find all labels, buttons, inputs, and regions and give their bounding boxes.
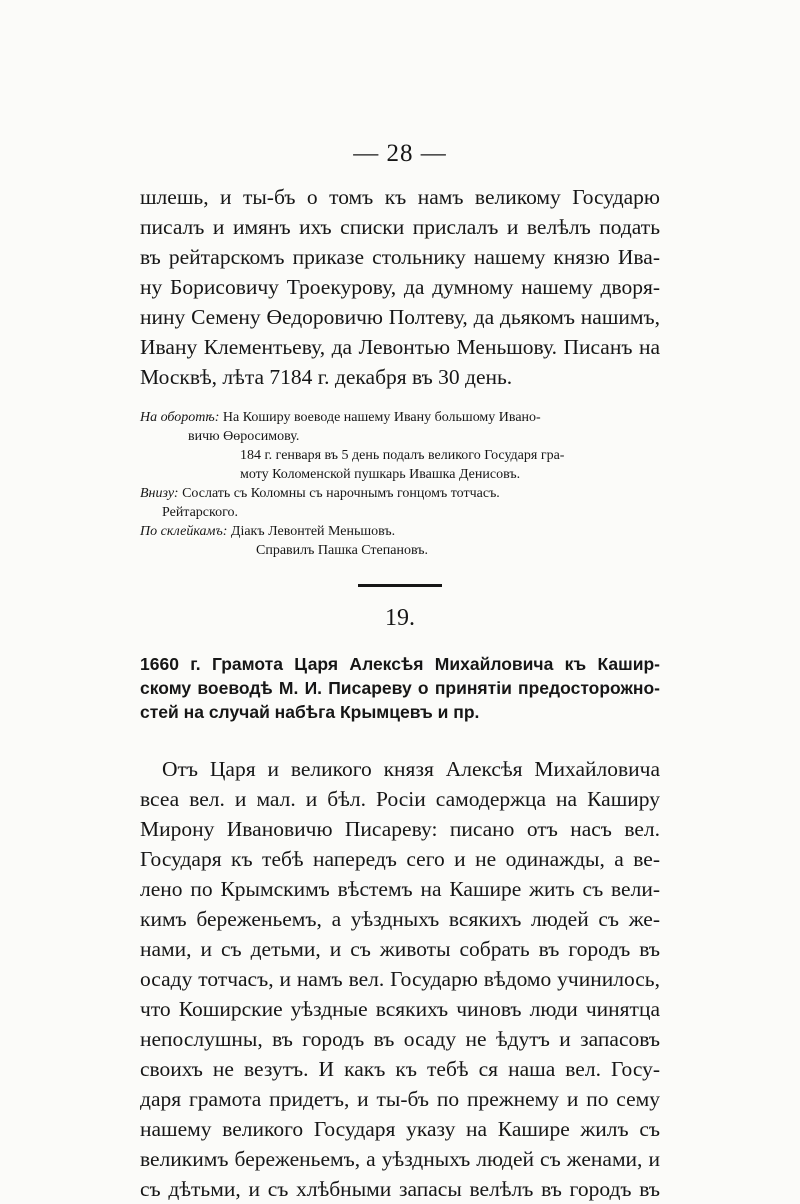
text-line: Государя къ тебѣ напередъ сего и не одинажды, а ве- xyxy=(140,847,660,871)
note-text: На Коширу воеводе нашему Ивану большому Ивано- xyxy=(219,410,541,425)
note-reverse xyxy=(140,408,660,427)
text-line: писалъ и имянъ ихъ списки прислалъ и велѣлъ подать xyxy=(140,215,660,239)
archival-notes xyxy=(140,408,660,560)
text-line: Мирону Ивановичю Писареву: писано отъ насъ вел. xyxy=(140,817,660,841)
note-text: Сослать съ Коломны съ нарочнымъ гонцомъ тотчасъ. xyxy=(178,486,500,501)
document-page xyxy=(140,140,660,1204)
heading-line: скому воеводѣ М. И. Писареву о принятіи предосторожно- xyxy=(140,678,660,698)
note-text-cont: Справилъ Пашка Степановъ. xyxy=(256,543,428,558)
heading-line: 1660 г. Грамота Царя Алексѣя Михайловича къ Кашир- xyxy=(140,654,660,674)
text-line: кимъ береженьемъ, а уѣздныхъ всякихъ людей съ же- xyxy=(140,907,660,931)
main-paragraph xyxy=(140,754,660,1204)
text-line: осаду тотчасъ, и намъ вел. Государю вѣдомо учинилось, xyxy=(140,967,660,991)
text-line: нину Семену Өедоровичю Полтеву, да дьякомъ нашимъ, xyxy=(140,305,660,329)
text-line: всеа вел. и мал. и бѣл. Росіи самодержца на Каширу xyxy=(140,787,660,811)
note-label: На оборотѣ: xyxy=(140,410,220,425)
text-line: ну Борисовичу Троекурову, да думному нашему дворя- xyxy=(140,275,660,299)
text-line: лено по Крымскимъ вѣстемъ на Кашире жить съ вели- xyxy=(140,877,660,901)
document-heading xyxy=(140,652,660,724)
text-line: Москвѣ, лѣта 7184 г. декабря въ 30 день. xyxy=(140,365,513,389)
text-line: Отъ Царя и великого князя Алексѣя Михайловича xyxy=(162,757,660,781)
note-text-cont: Рейтарского. xyxy=(162,505,239,520)
document-number: 19. xyxy=(385,605,415,631)
text-line: въ рейтарскомъ приказе стольнику нашему князю Ива- xyxy=(140,245,660,269)
note-received-cont: моту Коломенской пушкарь Ивашка Денисовъ. xyxy=(240,467,521,482)
section-divider xyxy=(358,584,442,587)
text-line: нашему великого Государя указу на Кашире жилъ съ xyxy=(140,1117,660,1141)
text-line: даря грамота придетъ, и ты-бъ по прежнему и по сему xyxy=(140,1087,660,1111)
text-line: Ивану Клементьеву, да Левонтью Меньшову. Писанъ на xyxy=(140,335,660,359)
text-line: что Коширские уѣздные всякихъ чиновъ люди чинятца xyxy=(140,997,660,1021)
note-seams xyxy=(140,522,660,541)
text-line: своихъ не везутъ. И какъ къ тебѣ ся наша вел. Госу- xyxy=(140,1057,660,1081)
top-paragraph xyxy=(140,182,660,392)
note-text: Діакъ Левонтей Меньшовъ. xyxy=(227,524,396,539)
text-line: съ дѣтьми, и съ хлѣбными запасы велѣлъ въ городъ въ xyxy=(140,1177,660,1201)
note-received: 184 г. генваря въ 5 день подалъ великого Государя гра- xyxy=(240,448,565,463)
heading-line: стей на случай набѣга Крымцевъ и пр. xyxy=(140,702,480,722)
page-number: — 28 — xyxy=(353,140,447,167)
note-text-cont: вичю Өөросимову. xyxy=(188,429,300,444)
text-line: шлешь, и ты-бъ о томъ къ намъ великому Государю xyxy=(140,185,660,209)
text-line: нами, и съ детьми, и съ животы собрать въ городъ въ xyxy=(140,937,660,961)
note-label: По склейкамъ: xyxy=(140,524,228,539)
text-line: непослушны, въ городъ въ осаду не ѣдутъ и запасовъ xyxy=(140,1027,660,1051)
text-line: великимъ береженьемъ, а уѣздныхъ людей съ женами, и xyxy=(140,1147,660,1171)
note-bottom xyxy=(140,484,660,503)
note-label: Внизу: xyxy=(140,486,179,501)
